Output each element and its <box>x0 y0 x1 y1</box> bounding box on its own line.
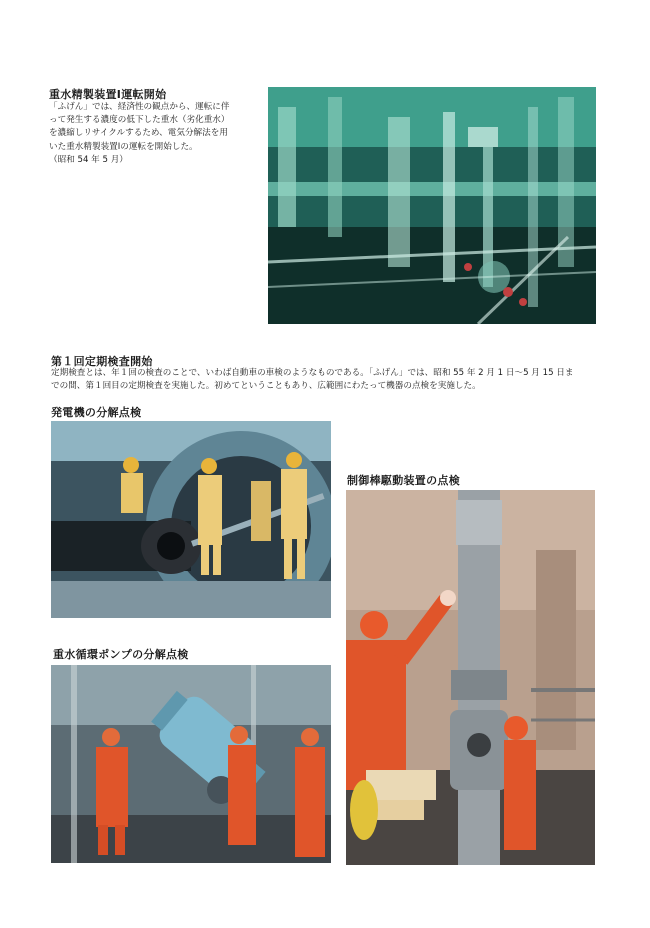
section2-title: 第１回定期検査開始 <box>51 355 153 368</box>
control-rod-caption: 制御棒駆動装置の点検 <box>347 474 460 487</box>
pump-caption: 重水循環ポンプの分解点検 <box>53 648 189 661</box>
section2-line: 定期検査とは、年１回の検査のことで、いわば自動車の車検のようなものである。「ふげん」では、昭和 55 年 2 月 1 日～5 月 15 日ま <box>51 368 574 378</box>
control-rod-photo <box>346 490 595 865</box>
section1-line: いた重水精製装置Ⅰの運転を開始した。 <box>49 141 198 152</box>
section1-line: って発生する濃度の低下した重水（劣化重水） <box>49 115 230 126</box>
section1-line: 「ふげん」では、経済性の観点から、運転に伴 <box>49 102 230 112</box>
plant-photo <box>268 87 596 324</box>
generator-photo <box>51 421 331 618</box>
section2-body <box>51 367 611 393</box>
section1-line: を濃縮しリサイクルするため、電気分解法を用 <box>49 128 228 139</box>
section2-line: での間、第１回目の定期検査を実施した。初めてということもあり、広範囲にわたって機器の点検を実施した。 <box>51 381 481 392</box>
pump-photo <box>51 665 331 863</box>
section1-body <box>49 101 269 167</box>
section1-title: 重水精製装置Ⅰ運転開始 <box>49 88 167 101</box>
generator-caption: 発電機の分解点検 <box>51 406 142 419</box>
section1-line: （昭和 54 年 5 月） <box>49 154 128 165</box>
